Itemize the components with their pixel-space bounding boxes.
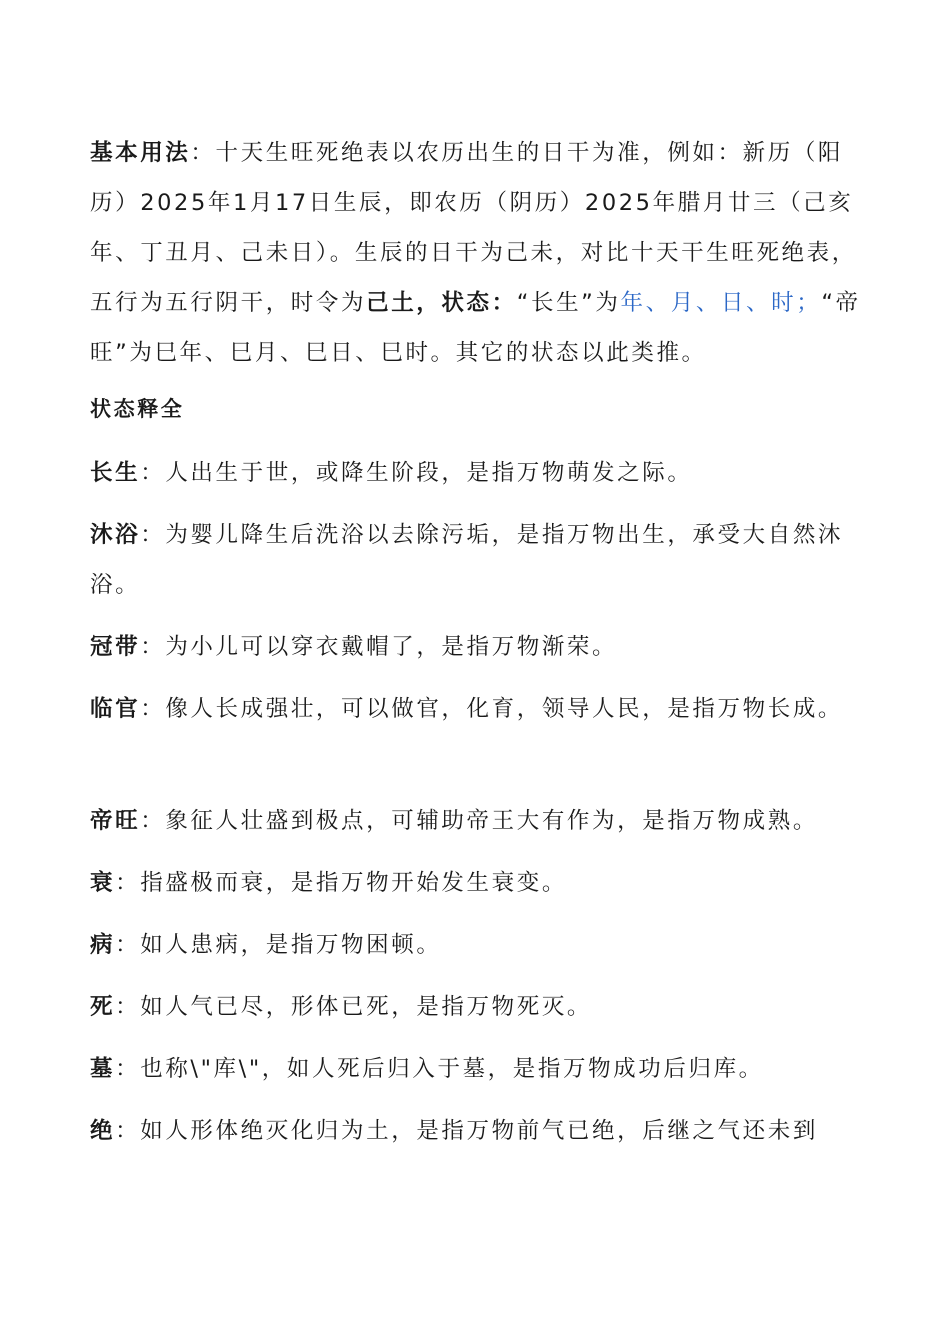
term-label: 墓 xyxy=(90,1056,116,1082)
term-separator: ： xyxy=(140,634,166,660)
intro-label: 基本用法 xyxy=(90,140,191,166)
term-label: 临官 xyxy=(90,696,141,722)
term-label: 帝旺 xyxy=(90,808,141,834)
term-label: 病 xyxy=(90,932,116,958)
intro-separator: ： xyxy=(190,140,216,166)
term-label: 死 xyxy=(90,994,116,1020)
term-entry-bing xyxy=(90,920,870,970)
intro-bold-state: 己土，状态： xyxy=(366,290,517,316)
term-entry-diwang xyxy=(90,796,870,846)
term-separator: ： xyxy=(115,994,141,1020)
intro-paragraph xyxy=(90,128,870,378)
term-description: 像人长成强壮，可以做官，化育，领导人民，是指万物长成。 xyxy=(165,696,844,722)
term-description: 指盛极而衰，是指万物开始发生衰变。 xyxy=(140,870,567,896)
term-description: 人出生于世，或降生阶段，是指万物萌发之际。 xyxy=(165,460,693,486)
intro-highlight: 年、月、日、时； xyxy=(620,290,822,316)
term-separator: ： xyxy=(115,1056,141,1082)
term-description: 也称\"库\"，如人死后归入于墓，是指万物成功后归库。 xyxy=(140,1056,764,1082)
term-entry-si xyxy=(90,982,870,1032)
term-label: 沐浴 xyxy=(90,522,141,548)
term-description: 象征人壮盛到极点，可辅助帝王大有作为，是指万物成熟。 xyxy=(165,808,818,834)
term-label: 冠带 xyxy=(90,634,141,660)
term-entry-guandai xyxy=(90,622,870,672)
term-description: 如人患病，是指万物困顿。 xyxy=(140,932,442,958)
term-entry-muyu xyxy=(90,510,870,610)
term-entry-shuai xyxy=(90,858,870,908)
term-separator: ： xyxy=(115,932,141,958)
term-entry-mu xyxy=(90,1044,870,1094)
term-description: 为婴儿降生后洗浴以去除污垢，是指万物出生，承受大自然沐浴。 xyxy=(90,522,844,598)
term-label: 长生 xyxy=(90,460,141,486)
term-entry-changsheng xyxy=(90,448,870,498)
term-description: 如人气已尽，形体已死，是指万物死灭。 xyxy=(140,994,593,1020)
term-label: 衰 xyxy=(90,870,116,896)
term-entry-jue xyxy=(90,1106,870,1156)
term-separator: ： xyxy=(140,522,166,548)
intro-text-1: 十天生旺死绝表以农历出生的日干为准，例如：新历（阳历）2025年1月17日生辰，即农历（阴历）2025年腊月廿三（己亥年、丁丑月、己未日）。生辰的日干为己未，对比十天干生旺死绝表，五行为五行阴干，时令为 xyxy=(90,140,857,316)
term-description: 为小儿可以穿衣戴帽了，是指万物渐荣。 xyxy=(165,634,618,660)
term-separator: ： xyxy=(140,460,166,486)
term-separator: ： xyxy=(140,696,166,722)
term-description: 如人形体绝灭化归为土，是指万物前气已绝，后继之气还未到 xyxy=(140,1118,818,1144)
section-heading: 状态释全 xyxy=(90,397,185,421)
document-page xyxy=(90,128,870,1168)
intro-text-2: “长生”为 xyxy=(516,290,621,316)
term-separator: ： xyxy=(115,1118,141,1144)
term-entry-linguan xyxy=(90,684,870,734)
intro-text-3: “帝旺”为巳年、巳月、巳日、巳时。其它的状态以此类推。 xyxy=(90,290,861,366)
term-label: 绝 xyxy=(90,1118,116,1144)
term-separator: ： xyxy=(115,870,141,896)
term-separator: ： xyxy=(140,808,166,834)
